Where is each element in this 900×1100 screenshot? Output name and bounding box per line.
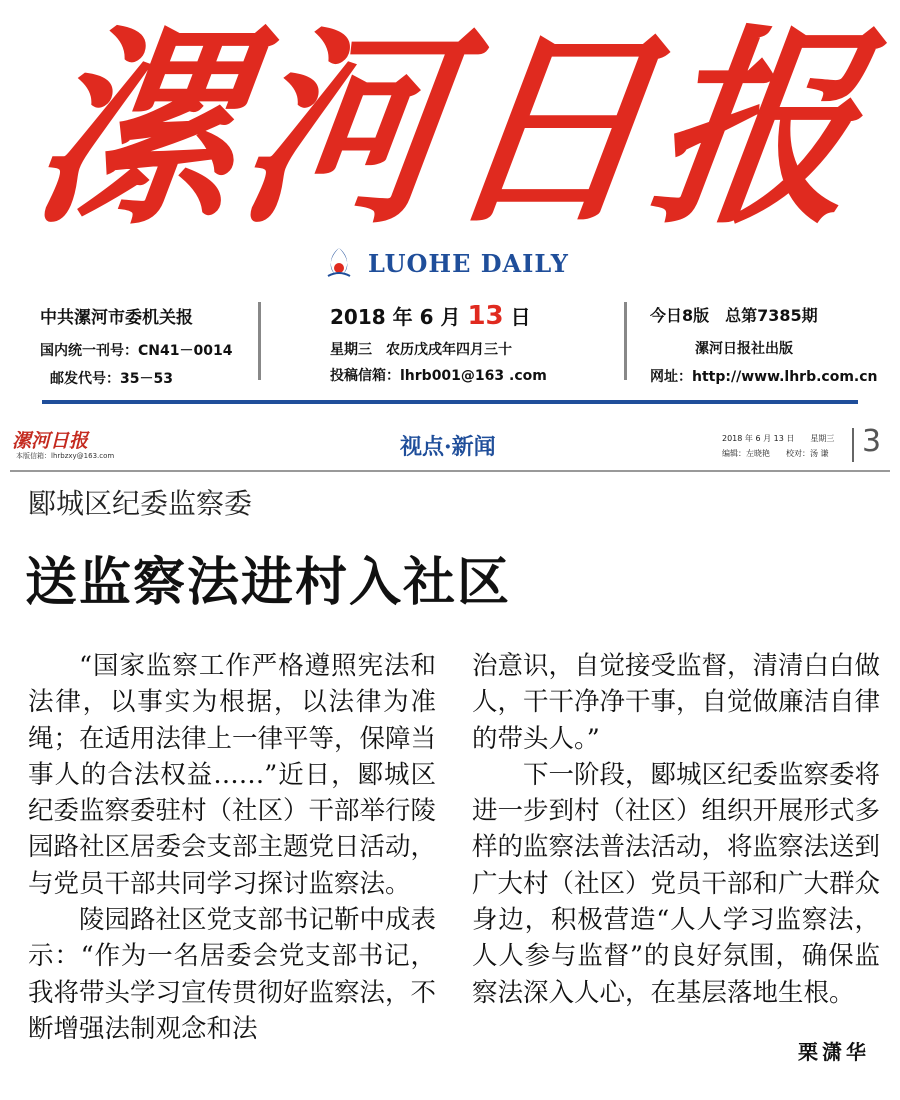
masthead-info-right: [650, 295, 880, 385]
masthead-info-left: [40, 295, 260, 385]
party-organ: 中共漯河市委机关报: [40, 308, 193, 328]
page-count: 今日8版 总第7385期: [650, 306, 818, 325]
article-paragraph: 下一阶段，郾城区纪委监察委将进一步到村（社区）组织开展形式多样的监察法普法活动，将监察法送到广大村（社区）党员干部和广大群众身边，积极营造“人人学习监察法，人人参与监督”的良好氛围，确保监察法深入人心，在基层落地生根。: [472, 759, 881, 1008]
page-header-date: 2018 年 6 月 13 日 星期三: [722, 434, 835, 443]
postal-code: 邮发代号：35－53: [50, 371, 173, 387]
english-name: LUOHE DAILY: [368, 248, 569, 278]
divider: [258, 302, 261, 380]
masthead: [0, 0, 900, 410]
page-header-rule: [10, 470, 890, 472]
date-prefix: 2018 年 6 月: [330, 305, 461, 329]
page-number: 3: [862, 424, 882, 459]
english-brand: [322, 243, 592, 283]
page-header: [0, 424, 900, 464]
article-paragraph: “国家监察工作严格遵照宪法和法律，以事实为根据，以法律为准绳；在适用法律上一律平等，保障当事人的合法权益……”近日，郾城区纪委监察委驻村（社区）干部举行陵园路社区居委会支部主题党日活动，与党员干部共同学习探讨监察法。: [28, 651, 437, 899]
submission-email: 投稿信箱：lhrb001@163 .com: [330, 368, 547, 384]
article-kicker: 郾城区纪委监察委: [28, 487, 253, 520]
brand-logo-icon: [322, 246, 356, 280]
article-column-1: [28, 648, 436, 1047]
article-column-2: [472, 648, 880, 1011]
publisher: 漯河日报社出版: [695, 341, 793, 357]
issn: 国内统一刊号：CN41－0014: [40, 343, 233, 359]
newspaper-title: [0, 0, 900, 260]
divider: [852, 428, 854, 462]
article-paragraph: 陵园路社区党支部书记靳中成表示：“作为一名居委会党支部书记，我将带头学习宣传贯彻好监察法，不断增强法制观念和法: [28, 905, 437, 1044]
masthead-rule: [42, 400, 858, 404]
divider: [624, 302, 627, 380]
date-suffix: 日: [510, 305, 531, 329]
date-day: 13: [467, 301, 504, 331]
newspaper-title-text: 漯河日报: [20, 6, 880, 253]
weekday-lunar: 星期三 农历戊戌年四月三十: [330, 342, 512, 358]
article-paragraph: 治意识，自觉接受监督，清清白白做人，干干净净干事，自觉做廉洁自律的带头人。”: [472, 651, 881, 754]
article-headline: 送监察法进村入社区: [25, 552, 512, 613]
masthead-info-center: [330, 295, 590, 385]
issue-date: [330, 301, 590, 331]
masthead-info: [0, 295, 900, 390]
page-header-editors: 编辑：左晓艳 校对：汤 谦: [722, 449, 829, 458]
page-header-logo: 漯河日报: [12, 430, 89, 452]
article-byline: 栗潇华: [798, 1040, 870, 1064]
page-header-email: 本版信箱：lhrbzxy@163.com: [16, 452, 115, 460]
website: 网址：http://www.lhrb.com.cn: [650, 369, 878, 385]
section-title: 视点·新闻: [400, 434, 496, 460]
